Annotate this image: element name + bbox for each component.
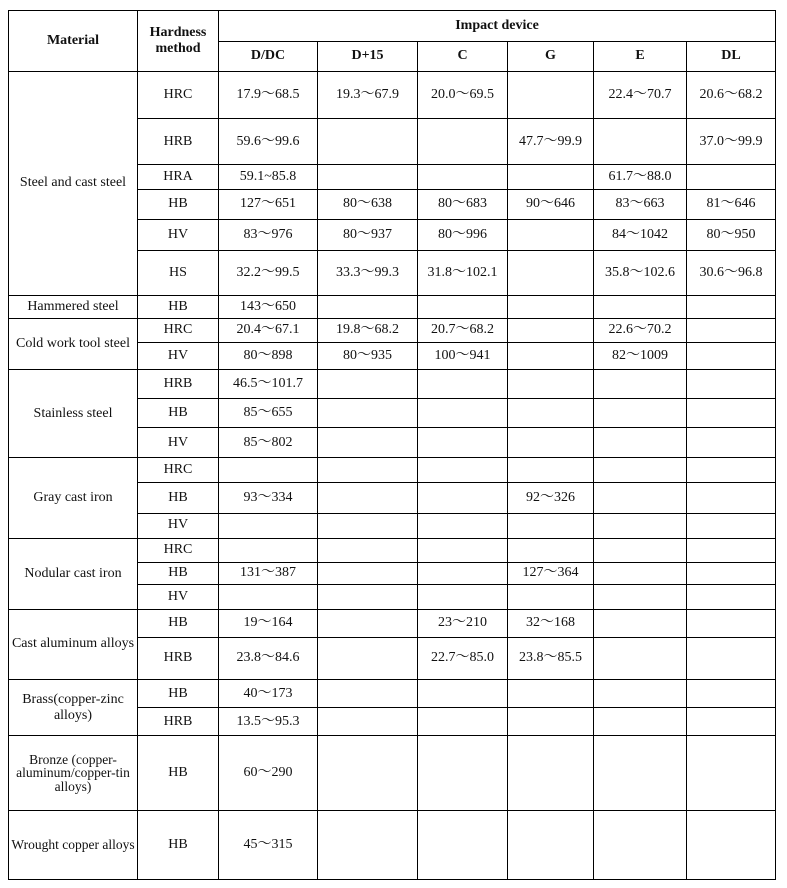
value-cell	[418, 810, 508, 879]
table-row	[9, 538, 776, 562]
value-cell	[687, 458, 776, 483]
method-cell: HB	[138, 483, 219, 513]
header-device-dl: DL	[687, 42, 776, 72]
value-cell: 60～290	[219, 736, 318, 810]
method-cell: HB	[138, 680, 219, 708]
value-cell	[318, 370, 418, 399]
value-cell: 127～651	[219, 190, 318, 219]
value-cell	[418, 483, 508, 513]
value-cell: 100～941	[418, 342, 508, 369]
method-cell: HRB	[138, 370, 219, 399]
value-cell	[318, 637, 418, 679]
value-cell: 23.8～84.6	[219, 637, 318, 679]
value-cell	[594, 483, 687, 513]
value-cell: 23.8～85.5	[508, 637, 594, 679]
value-cell	[687, 562, 776, 584]
value-cell: 32～168	[508, 609, 594, 637]
value-cell: 143～650	[219, 295, 318, 318]
value-cell	[508, 219, 594, 250]
value-cell: 22.7～85.0	[418, 637, 508, 679]
value-cell: 59.1~85.8	[219, 165, 318, 190]
value-cell	[219, 458, 318, 483]
value-cell	[508, 399, 594, 428]
method-cell: HRB	[138, 119, 219, 165]
method-cell: HB	[138, 736, 219, 810]
material-cell: Stainless steel	[9, 370, 138, 458]
method-cell: HRC	[138, 538, 219, 562]
method-cell: HB	[138, 399, 219, 428]
table-row	[9, 609, 776, 637]
value-cell	[318, 513, 418, 538]
method-cell: HB	[138, 609, 219, 637]
value-cell	[318, 584, 418, 609]
value-cell: 82～1009	[594, 342, 687, 369]
table-row	[9, 736, 776, 810]
value-cell	[508, 708, 594, 736]
value-cell	[418, 119, 508, 165]
value-cell: 19.3～67.9	[318, 72, 418, 119]
value-cell	[508, 295, 594, 318]
header-material: Material	[9, 11, 138, 72]
value-cell	[594, 810, 687, 879]
material-cell: Brass(copper-zinc alloys)	[9, 680, 138, 736]
value-cell	[418, 370, 508, 399]
value-cell	[594, 119, 687, 165]
value-cell: 83～663	[594, 190, 687, 219]
value-cell	[687, 318, 776, 342]
value-cell	[418, 562, 508, 584]
hardness-range-table	[8, 10, 776, 880]
value-cell: 131～387	[219, 562, 318, 584]
method-cell: HB	[138, 295, 219, 318]
value-cell	[418, 538, 508, 562]
material-cell: Cast aluminum alloys	[9, 609, 138, 679]
method-cell: HRC	[138, 72, 219, 119]
value-cell	[318, 680, 418, 708]
value-cell: 45～315	[219, 810, 318, 879]
value-cell	[687, 370, 776, 399]
value-cell	[219, 584, 318, 609]
value-cell: 81～646	[687, 190, 776, 219]
value-cell	[318, 483, 418, 513]
value-cell	[687, 342, 776, 369]
value-cell: 93～334	[219, 483, 318, 513]
value-cell	[687, 483, 776, 513]
value-cell	[508, 680, 594, 708]
value-cell: 35.8～102.6	[594, 250, 687, 295]
method-cell: HRB	[138, 708, 219, 736]
value-cell	[687, 609, 776, 637]
value-cell	[318, 458, 418, 483]
value-cell: 84～1042	[594, 219, 687, 250]
value-cell	[508, 428, 594, 458]
value-cell	[418, 708, 508, 736]
value-cell	[687, 428, 776, 458]
value-cell	[418, 295, 508, 318]
value-cell: 59.6～99.6	[219, 119, 318, 165]
table-row	[9, 72, 776, 119]
value-cell: 92～326	[508, 483, 594, 513]
value-cell	[318, 538, 418, 562]
value-cell	[687, 708, 776, 736]
value-cell: 30.6～96.8	[687, 250, 776, 295]
value-cell	[687, 637, 776, 679]
value-cell	[318, 399, 418, 428]
value-cell	[687, 165, 776, 190]
material-cell: Gray cast iron	[9, 458, 138, 538]
value-cell	[508, 736, 594, 810]
value-cell: 61.7～88.0	[594, 165, 687, 190]
value-cell: 90～646	[508, 190, 594, 219]
value-cell	[687, 399, 776, 428]
method-cell: HS	[138, 250, 219, 295]
header-device-d15: D+15	[318, 42, 418, 72]
header-device-e: E	[594, 42, 687, 72]
value-cell	[508, 342, 594, 369]
method-cell: HV	[138, 219, 219, 250]
value-cell	[318, 562, 418, 584]
header-impact-device: Impact device	[219, 11, 776, 42]
method-cell: HRC	[138, 318, 219, 342]
value-cell	[594, 538, 687, 562]
method-cell: HRA	[138, 165, 219, 190]
method-cell: HRB	[138, 637, 219, 679]
material-cell: Hammered steel	[9, 295, 138, 318]
value-cell	[508, 165, 594, 190]
value-cell	[418, 458, 508, 483]
value-cell	[508, 538, 594, 562]
value-cell	[508, 513, 594, 538]
table-row	[9, 370, 776, 399]
value-cell: 20.6～68.2	[687, 72, 776, 119]
value-cell	[594, 708, 687, 736]
value-cell: 20.0～69.5	[418, 72, 508, 119]
value-cell	[318, 295, 418, 318]
value-cell: 80～683	[418, 190, 508, 219]
method-cell: HV	[138, 428, 219, 458]
value-cell	[594, 680, 687, 708]
value-cell	[318, 708, 418, 736]
value-cell	[594, 584, 687, 609]
value-cell	[318, 165, 418, 190]
table-row	[9, 680, 776, 708]
value-cell	[508, 458, 594, 483]
value-cell	[687, 584, 776, 609]
value-cell	[687, 736, 776, 810]
value-cell	[508, 250, 594, 295]
table-row	[9, 458, 776, 483]
value-cell: 80～950	[687, 219, 776, 250]
value-cell: 17.9～68.5	[219, 72, 318, 119]
value-cell: 32.2～99.5	[219, 250, 318, 295]
value-cell: 37.0～99.9	[687, 119, 776, 165]
value-cell	[508, 370, 594, 399]
value-cell: 22.6～70.2	[594, 318, 687, 342]
material-cell: Nodular cast iron	[9, 538, 138, 609]
value-cell	[594, 609, 687, 637]
value-cell	[318, 428, 418, 458]
value-cell	[594, 428, 687, 458]
value-cell	[594, 637, 687, 679]
table-row	[9, 295, 776, 318]
value-cell: 80～638	[318, 190, 418, 219]
method-cell: HB	[138, 562, 219, 584]
value-cell	[318, 119, 418, 165]
value-cell	[318, 609, 418, 637]
value-cell	[418, 513, 508, 538]
value-cell: 31.8～102.1	[418, 250, 508, 295]
value-cell: 19～164	[219, 609, 318, 637]
value-cell	[418, 165, 508, 190]
value-cell	[594, 458, 687, 483]
value-cell	[687, 680, 776, 708]
header-device-g: G	[508, 42, 594, 72]
header-device-c: C	[418, 42, 508, 72]
method-cell: HB	[138, 190, 219, 219]
value-cell: 19.8～68.2	[318, 318, 418, 342]
method-cell: HV	[138, 584, 219, 609]
value-cell	[508, 584, 594, 609]
value-cell: 33.3～99.3	[318, 250, 418, 295]
value-cell	[687, 513, 776, 538]
value-cell	[594, 399, 687, 428]
material-cell: Bronze (copper-aluminum/copper-tin alloys)	[9, 736, 138, 810]
header-device-d-dc: D/DC	[219, 42, 318, 72]
method-cell: HRC	[138, 458, 219, 483]
value-cell	[318, 736, 418, 810]
value-cell	[508, 318, 594, 342]
value-cell	[687, 538, 776, 562]
value-cell: 80～898	[219, 342, 318, 369]
method-cell: HV	[138, 342, 219, 369]
value-cell: 22.4～70.7	[594, 72, 687, 119]
value-cell	[687, 295, 776, 318]
value-cell: 40～173	[219, 680, 318, 708]
method-cell: HB	[138, 810, 219, 879]
value-cell	[594, 736, 687, 810]
method-cell: HV	[138, 513, 219, 538]
value-cell	[594, 295, 687, 318]
value-cell: 47.7～99.9	[508, 119, 594, 165]
value-cell: 46.5～101.7	[219, 370, 318, 399]
value-cell	[219, 538, 318, 562]
value-cell	[418, 428, 508, 458]
value-cell: 85～802	[219, 428, 318, 458]
value-cell: 20.7～68.2	[418, 318, 508, 342]
material-cell: Steel and cast steel	[9, 72, 138, 296]
value-cell: 85～655	[219, 399, 318, 428]
value-cell: 80～996	[418, 219, 508, 250]
value-cell	[594, 370, 687, 399]
value-cell	[418, 680, 508, 708]
value-cell	[508, 72, 594, 119]
material-cell: Cold work tool steel	[9, 318, 138, 369]
value-cell	[687, 810, 776, 879]
value-cell	[508, 810, 594, 879]
header-hardness-method: Hardness method	[138, 11, 219, 72]
value-cell: 13.5～95.3	[219, 708, 318, 736]
value-cell: 80～937	[318, 219, 418, 250]
value-cell	[418, 399, 508, 428]
value-cell: 127～364	[508, 562, 594, 584]
value-cell	[318, 810, 418, 879]
material-cell: Wrought copper alloys	[9, 810, 138, 879]
table-row	[9, 810, 776, 879]
value-cell: 83～976	[219, 219, 318, 250]
value-cell	[594, 513, 687, 538]
value-cell	[594, 562, 687, 584]
value-cell	[418, 584, 508, 609]
value-cell: 20.4～67.1	[219, 318, 318, 342]
value-cell: 80～935	[318, 342, 418, 369]
value-cell	[219, 513, 318, 538]
value-cell	[418, 736, 508, 810]
table-row	[9, 318, 776, 342]
value-cell: 23～210	[418, 609, 508, 637]
